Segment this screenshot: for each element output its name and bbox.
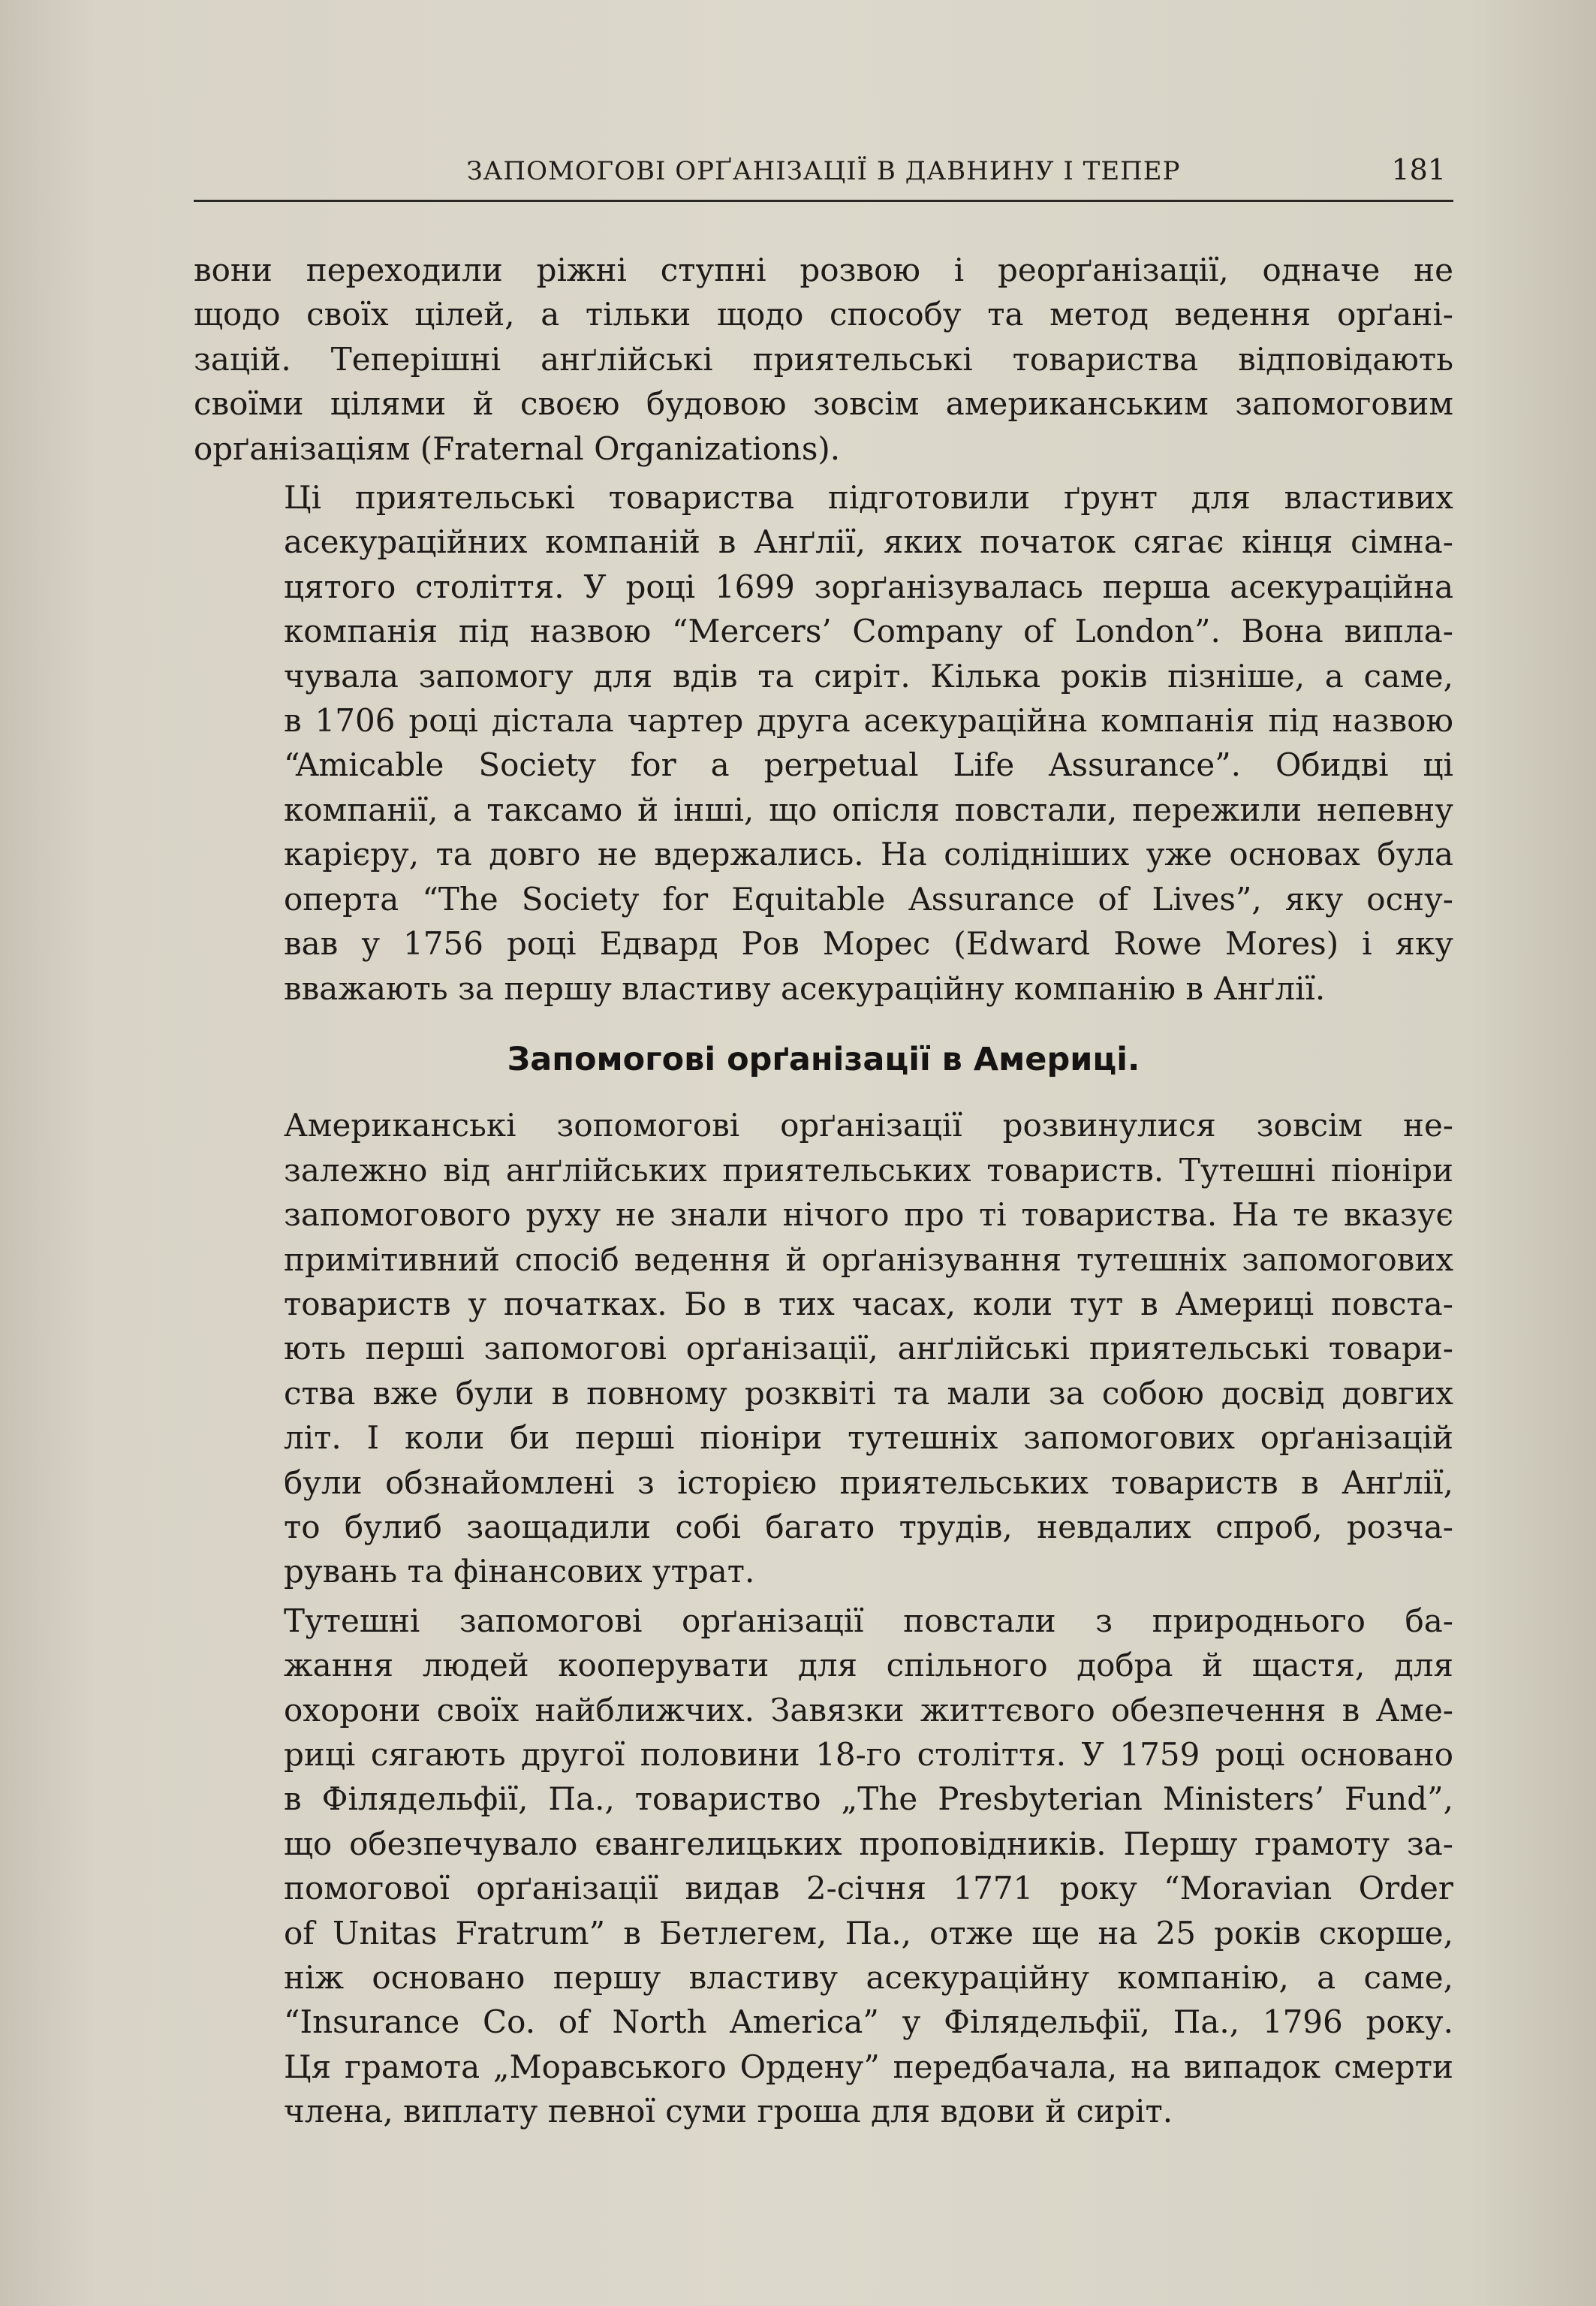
text-line: жання людей кооперувати для спільного добра й щастя, для bbox=[284, 1647, 1453, 1684]
text-line: члена, виплату певної суми гроша для вдови й сиріт. bbox=[284, 2093, 1173, 2130]
paragraph bbox=[194, 1599, 1453, 2134]
text-line: Тутешні запомогові орґанізації повстали з природнього ба- bbox=[284, 1602, 1453, 1639]
text-line: залежно від анґлійських приятельських товариств. Тутешні піоніри bbox=[284, 1151, 1453, 1189]
text-line: “Amicable Society for a perpetual Life Assurance”. Обидві ці bbox=[284, 746, 1453, 784]
text-line: охорони своїх найближчих. Завязки життєвого обезпечення в Аме- bbox=[284, 1691, 1453, 1729]
text-line: помогової орґанізації видав 2-січня 1771 року “Moravian Order bbox=[284, 1870, 1453, 1907]
text-line: карієру, та довго не вдержались. На солідніших уже основах була bbox=[284, 836, 1453, 873]
body-text bbox=[194, 248, 1453, 2139]
text-line: щодо своїх цілей, а тільки щодо способу та метод ведення орґані- bbox=[194, 296, 1453, 333]
text-line: компанія під назвою “Mercers’ Company of London”. Вона випла- bbox=[284, 613, 1453, 650]
text-line: літ. І коли би перші піоніри тутешніх запомогових орґанізацій bbox=[284, 1419, 1453, 1457]
text-line: асекураційних компаній в Анґлії, яких початок сягає кінця сімна- bbox=[284, 523, 1453, 561]
text-line: ства вже були в повному розквіті та мали за собою досвід довгих bbox=[284, 1374, 1453, 1412]
running-title: ЗАПОМОГОВІ ОРҐАНІЗАЦІЇ В ДАВНИНУ І ТЕПЕР bbox=[466, 156, 1181, 186]
text-line: Ця грамота „Моравського Ордену” передбачала, на випадок смерти bbox=[284, 2048, 1453, 2085]
text-line: були обзнайомлені з історією приятельських товариств в Анґлії, bbox=[284, 1463, 1453, 1501]
text-line: Американські зопомогові орґанізації розвинулися зовсім не- bbox=[284, 1107, 1453, 1144]
text-line: товариств у початках. Бо в тих часах, коли тут в Америці повста- bbox=[284, 1285, 1453, 1322]
text-line: вважають за першу властиву асекураційну компанію в Анґлії. bbox=[284, 969, 1326, 1007]
paragraph bbox=[194, 248, 1453, 471]
text-line: що обезпечувало євангелицьких проповідників. Першу грамоту за- bbox=[284, 1825, 1453, 1862]
text-line: в Філядельфії, Па., товариство „The Presbyterian Ministers’ Fund”, bbox=[284, 1780, 1453, 1818]
text-line: компанії, а таксамо й інші, що опісля повстали, пережили непевну bbox=[284, 791, 1453, 828]
text-line: оперта “The Society for Equitable Assurance of Lives”, яку осну- bbox=[284, 880, 1453, 918]
text-line: запомогового руху не знали нічого про ті товариства. На те вказує bbox=[284, 1196, 1453, 1234]
text-line: of Unitas Fratrum” в Бетлегем, Па., отже ще на 25 років скорше, bbox=[284, 1914, 1453, 1952]
text-line: риці сягають другої половини 18-го століття. У 1759 році основано bbox=[284, 1736, 1453, 1773]
text-line: рувань та фінансових утрат. bbox=[284, 1553, 755, 1590]
text-line: “Insurance Co. of North America” у Філядельфії, Па., 1796 року. bbox=[284, 2003, 1453, 2041]
text-line: вав у 1756 році Едвард Ров Морес (Edward Rowe Mores) і яку bbox=[284, 925, 1453, 963]
text-line: чувала запомогу для вдів та сиріт. Кілька років пізніше, а саме, bbox=[284, 657, 1453, 695]
text-line: цятого століття. У році 1699 зорґанізувалась перша асекураційна bbox=[284, 568, 1453, 605]
text-line: зацій. Теперішні анґлійські приятельські товариства відповідають bbox=[194, 340, 1453, 378]
section-heading: Запомогові орґанізації в Америці. bbox=[507, 1040, 1140, 1078]
text-line: ють перші запомогові орґанізації, анґлійські приятельські товари- bbox=[284, 1330, 1453, 1367]
page-number: 181 bbox=[1391, 153, 1446, 186]
text-line: ніж основано першу властиву асекураційну компанію, а саме, bbox=[284, 1959, 1453, 1997]
paragraph bbox=[194, 1103, 1453, 1593]
text-line: то булиб заощадили собі багато трудів, невдалих спроб, розча- bbox=[284, 1508, 1453, 1545]
text-line: Ці приятельські товариства підготовили ґрунт для властивих bbox=[284, 479, 1453, 517]
text-line: вони переходили ріжні ступні розвою і реорґанізації, одначе не bbox=[194, 252, 1453, 288]
paragraph bbox=[194, 475, 1453, 1011]
text-line: примітивний спосіб ведення й орґанізування тутешніх запомогових bbox=[284, 1240, 1453, 1278]
text-line: орґанізаціям (Fraternal Organizations). bbox=[194, 430, 841, 467]
text-line: своїми цілями й своєю будовою зовсім американським запомоговим bbox=[194, 385, 1453, 423]
page-header bbox=[194, 147, 1453, 202]
text-line: в 1706 році дістала чартер друга асекураційна компанія під назвою bbox=[284, 702, 1453, 740]
